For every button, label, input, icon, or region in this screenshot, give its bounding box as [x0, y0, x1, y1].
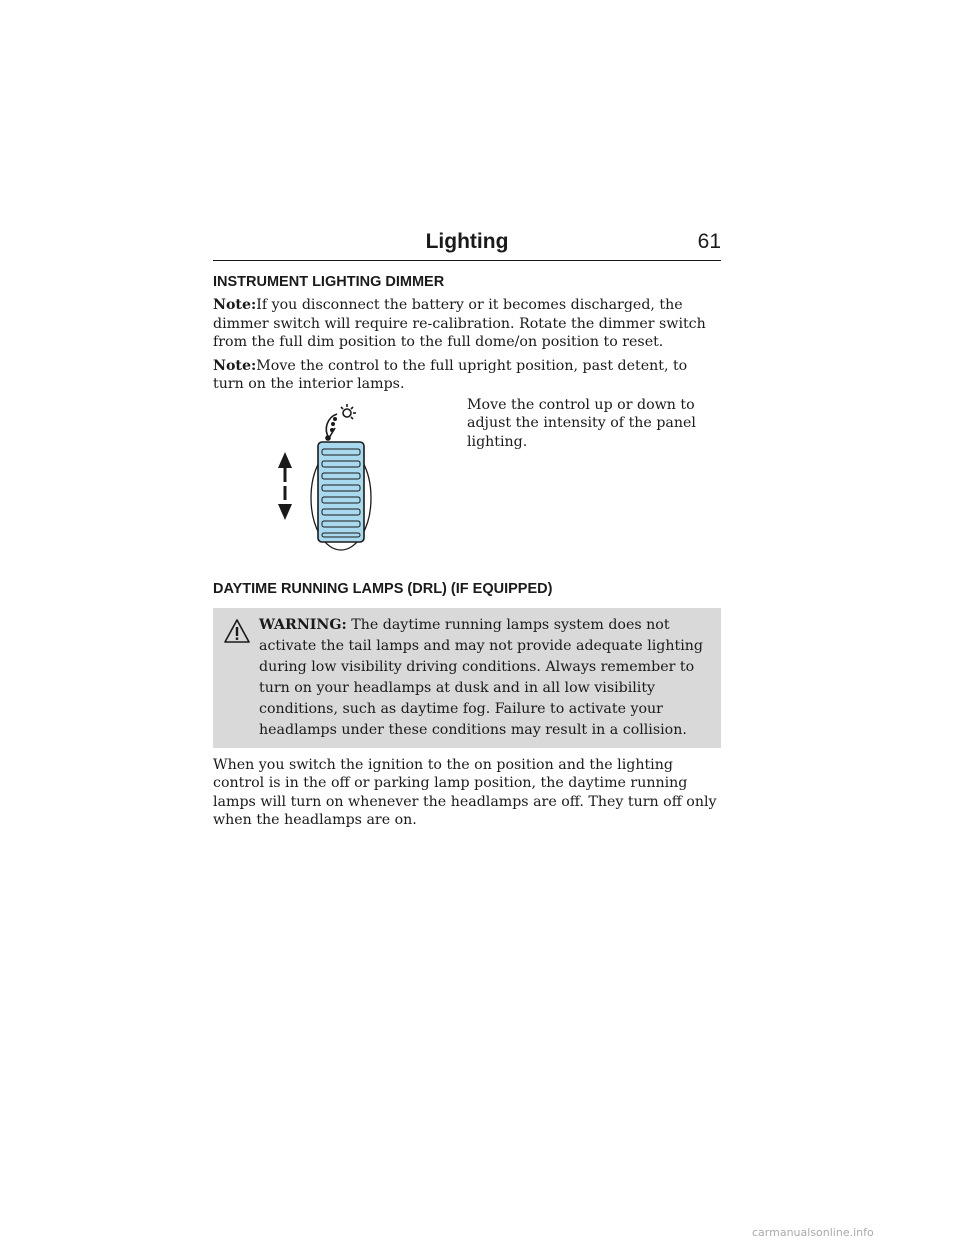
page-number: 61: [697, 230, 721, 253]
section-heading-dimmer: INSTRUMENT LIGHTING DIMMER: [213, 274, 445, 290]
note-text: If you disconnect the battery or it becomes discharged, the dimmer switch will require re-calibration. Rotate the dimmer switch from the full dim position to the full dome/on position to reset.: [213, 297, 706, 350]
thumbwheel: [311, 442, 371, 550]
note-label: Note:: [213, 357, 257, 374]
note-recalibration: [213, 296, 721, 352]
chapter-title: Lighting: [425, 230, 509, 253]
thumbwheel-diagram: [269, 396, 389, 564]
warning-triangle-icon: [223, 618, 251, 651]
drl-body-text: When you switch the ignition to the on position and the lighting control is in the off or parking lamp position, the daytime running lamps will turn on whenever the headlamps are off. They turn off only when the headlamps are on.: [213, 756, 717, 828]
warning-box: [213, 608, 721, 748]
watermark: carmanualsonline.info: [752, 1226, 874, 1239]
note-label: Note:: [213, 297, 257, 313]
warning-text: [217, 615, 715, 741]
note-text: Move the control to the full upright position, past detent, to turn on the interior lamps.: [213, 357, 688, 392]
warning-body: The daytime running lamps system does not activate the tail lamps and may not provide adequate lighting during low visibility driving conditions. Always remember to turn on your headlamps at dusk and in all low visibility conditions, such as daytime fog. Failure to activate your headlamps under these conditions may result in a collision.: [259, 616, 703, 738]
note-interior-lamps: [213, 357, 721, 394]
section-heading-drl: DAYTIME RUNNING LAMPS (DRL) (IF EQUIPPED): [213, 580, 553, 597]
up-down-arrow-icon: [278, 452, 292, 520]
manual-page: [213, 226, 721, 830]
dimmer-illustration: [269, 396, 389, 569]
panel-dimmer-icon: [326, 404, 356, 440]
figure-caption: Move the control up or down to adjust the intensity of the panel lighting.: [467, 396, 696, 450]
dimmer-figure-row: [213, 396, 721, 564]
page-header: [213, 226, 721, 261]
warning-label: WARNING:: [259, 616, 347, 633]
